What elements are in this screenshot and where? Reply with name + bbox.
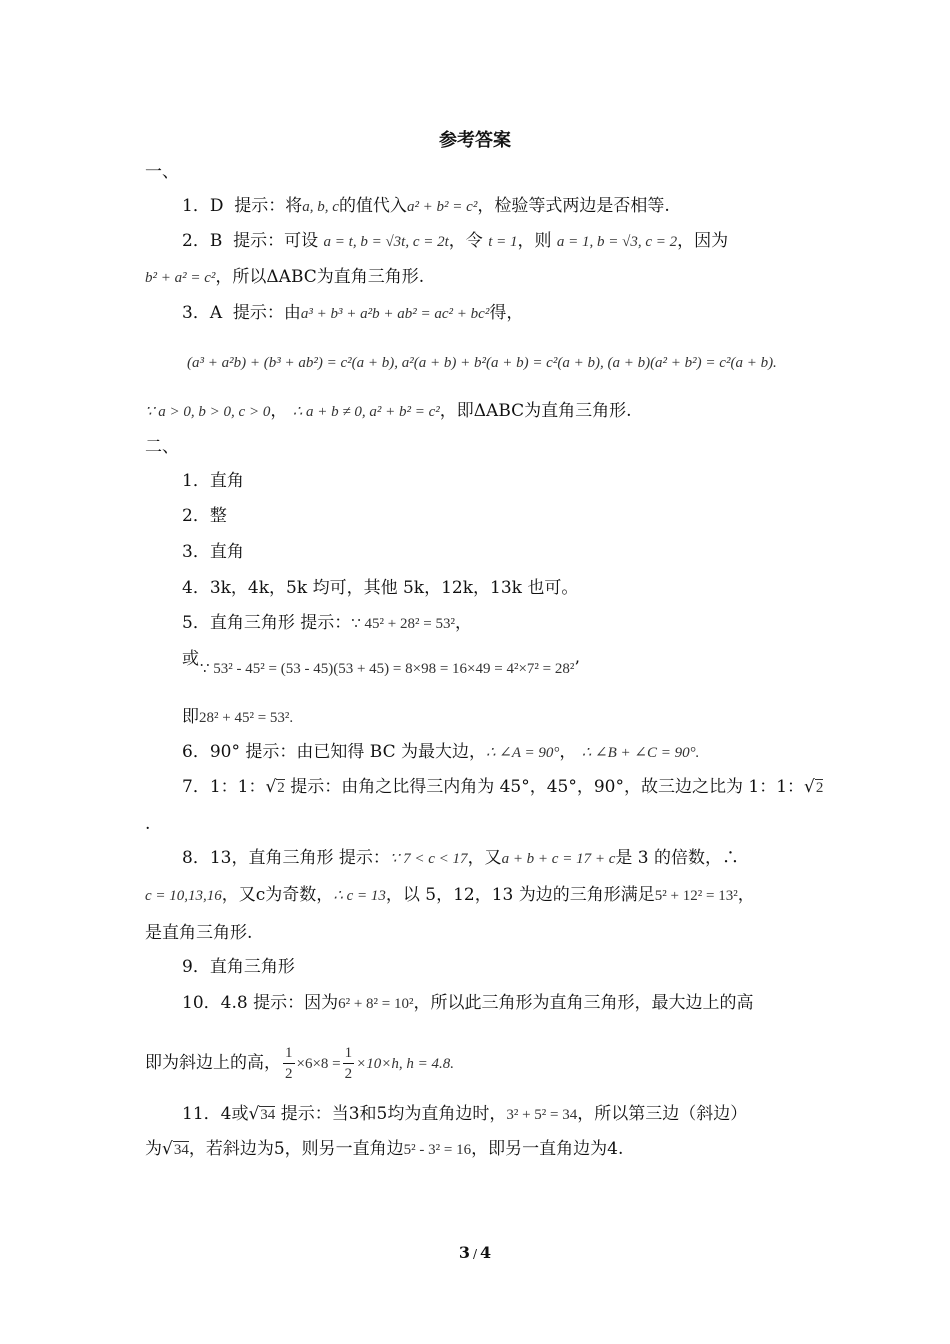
answer-b11: 11．4或√34 提示：当3和5均为直角边时，3² + 5² = 34，所以第三边（斜边） <box>182 1104 748 1124</box>
answer-b8: 8．13，直角三角形 提示：∵ 7 < c < 17，又a + b + c = 17 + c是 3 的倍数，∴ <box>182 848 739 868</box>
answer-b5-derivation: ∵ 53² - 45² = (53 - 45)(53 + 45) = 8×98 = 16×49 = 4²×7² = 28²’ <box>200 658 580 678</box>
section-two-heading: 二、 <box>145 437 179 457</box>
page-number: 3 / 4 <box>458 1243 492 1262</box>
answer-b10: 10．4.8 提示：因为6² + 8² = 10²，所以此三角形为直角三角形，最大边上的高 <box>182 993 754 1013</box>
answer-b3: 3．直角 <box>182 542 244 562</box>
answer-q3-conclusion: ∵ a > 0, b > 0, c > 0， ∴ a + b ≠ 0, a² + b² = c²，即ΔABC为直角三角形. <box>145 401 632 421</box>
answer-q3-derivation: (a³ + a²b) + (b³ + ab²) = c²(a + b), a²(a + b) + b²(a + b) = c²(a + b), (a + b)(a² + b²) = c²(a + b). <box>187 355 777 371</box>
answer-b7-dot: . <box>145 814 151 834</box>
answer-q2-cont: b² + a² = c²，所以ΔABC为直角三角形. <box>145 267 425 287</box>
answer-b1: 1．直角 <box>182 471 244 491</box>
answer-b5-or: 或 <box>182 649 199 669</box>
answer-b10-cont: 即为斜边上的高， $\frac{1}{2}$ ×6×8 = $\frac{1}{2}$ ×10×h, h = 4.8. <box>145 1045 455 1082</box>
answer-b7: 7．1：1：√2 提示：由角之比得三内角为 45°，45°，90°，故三边之比为 1：1：√2 <box>182 777 824 797</box>
section-one-heading: 一、 <box>145 162 179 182</box>
answer-b8-cont: c = 10,13,16，又c为奇数，∴ c = 13，以 5，12，13 为边的三角形满足5² + 12² = 13²， <box>145 885 755 905</box>
answer-q2: 2．B 提示：可设 a = t, b = √3t, c = 2t，令 t = 1，则 a = 1, b = √3, c = 2，因为 <box>182 231 729 251</box>
answer-b2: 2．整 <box>182 506 227 526</box>
answer-b6: 6．90° 提示：由已知得 BC 为最大边，∴ ∠A = 90°， ∴ ∠B + ∠C = 90°. <box>182 742 700 762</box>
answer-b11-cont: 为√34，若斜边为5，则另一直角边5² - 3² = 16，即另一直角边为4. <box>145 1139 624 1159</box>
page-title: 参考答案 <box>439 130 511 151</box>
answer-b8-end: 是直角三角形. <box>145 923 253 943</box>
answer-q3: 3．A 提示：由a³ + b³ + a²b + ab² = ac² + bc²得， <box>182 303 524 323</box>
answer-b4: 4．3k，4k，5k 均可，其他 5k，12k，13k 也可。 <box>182 578 579 598</box>
answer-b5-conclusion: 即28² + 45² = 53². <box>182 707 294 727</box>
answer-b9: 9．直角三角形 <box>182 957 295 977</box>
answer-q1: 1．D 提示：将a, b, c的值代入a² + b² = c²，检验等式两边是否相等. <box>182 196 670 216</box>
answer-b5: 5．直角三角形 提示：∵ 45² + 28² = 53²， <box>182 613 472 633</box>
